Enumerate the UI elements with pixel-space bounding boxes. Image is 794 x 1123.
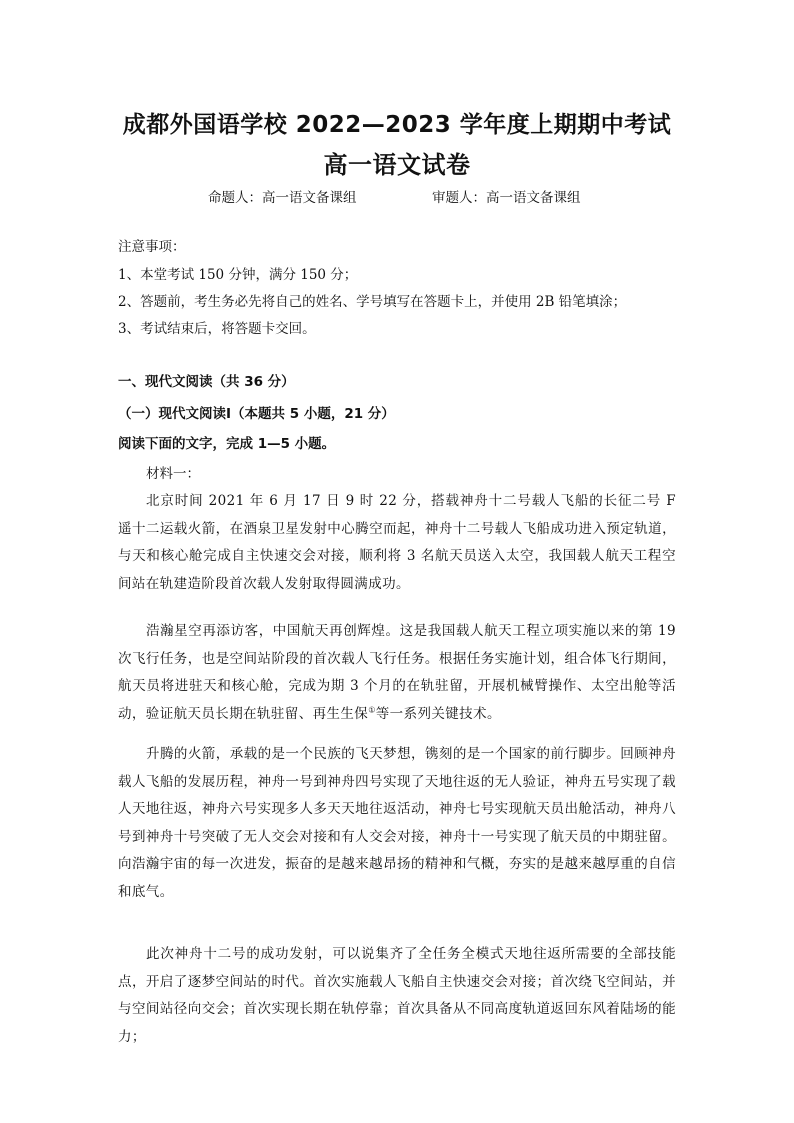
paragraph-text: 浩瀚星空再添访客，中国航天再创辉煌。这是我国载人航天工程立项实施以来的第 19 次飞行任务，也是空间站阶段的首次载人飞行任务。根据任务实施计划，组合体飞行期间，航天员将进驻天和核心舱，完成为期 3 个月的在轨驻留，开展机械臂操作、太空出舱等活动，验证航天员长期在轨驻留、再生生保 bbox=[118, 623, 676, 722]
page-title: 成都外国语学校 2022—2023 学年度上期期中考试 bbox=[122, 112, 672, 138]
question-setter: 命题人：高一语文备课组 bbox=[208, 190, 357, 206]
material-paragraph: 此次神舟十二号的成功发射，可以说集齐了全任务全模式天地往返所需要的全部技能点，开启了逐梦空间站的时代。首次实施载人飞船自主快速交会对接；首次绕飞空间站，并与空间站径向交会；首次实现长期在轨停靠；首次具备从不同高度轨道返回东风着陆场的能力； bbox=[118, 946, 676, 1045]
subsection-heading: （一）现代文阅读Ⅰ（本题共 5 小题，21 分） bbox=[118, 406, 395, 422]
section-heading: 一、现代文阅读（共 36 分） bbox=[118, 374, 295, 390]
page-subtitle: 高一语文试卷 bbox=[323, 151, 471, 179]
notice-item: 1、本堂考试 150 分钟，满分 150 分； bbox=[118, 267, 358, 283]
material-paragraph: 升腾的火箭，承载的是一个民族的飞天梦想，镌刻的是一个国家的前行脚步。回顾神舟载人飞船的发展历程，神舟一号到神舟四号实现了天地往返的无人验证，神舟五号实现了载人天地往返，神舟六号实现多人多天天地往返活动，神舟七号实现航天员出舱活动，神舟八号到神舟十号突破了无人交会对接和有人交会对接，神舟十一号实现了航天员的中期驻留。向浩瀚宇宙的每一次进发，振奋的是越来越昂扬的精神和气概，夯实的是越来越厚重的自信和底气。 bbox=[118, 746, 676, 900]
reading-instruction: 阅读下面的文字，完成 1—5 小题。 bbox=[118, 436, 336, 452]
material-paragraph: 北京时间 2021 年 6 月 17 日 9 时 22 分，搭载神舟十二号载人飞船的长征二号 F 遥十二运载火箭，在酒泉卫星发射中心腾空而起，神舟十二号载人飞船成功进入预定轨道，与天和核心舱完成自主快速交会对接，顺利将 3 名航天员送入太空，我国载人航天工程空间站在轨建造阶段首次载人发射取得圆满成功。 bbox=[118, 493, 676, 592]
material-label: 材料一： bbox=[146, 466, 200, 482]
notice-item: 2、答题前，考生务必先将自己的姓名、学号填写在答题卡上，并使用 2B 铅笔填涂； bbox=[118, 294, 627, 310]
paragraph-text-tail: 等一系列关键技术。 bbox=[375, 705, 501, 722]
notice-item: 3、考试结束后，将答题卡交回。 bbox=[118, 321, 316, 337]
material-paragraph bbox=[118, 618, 676, 728]
reviewer: 审题人：高一语文备课组 bbox=[432, 190, 581, 206]
footnote-marker: ① bbox=[368, 705, 376, 714]
notice-heading: 注意事项： bbox=[118, 239, 186, 255]
